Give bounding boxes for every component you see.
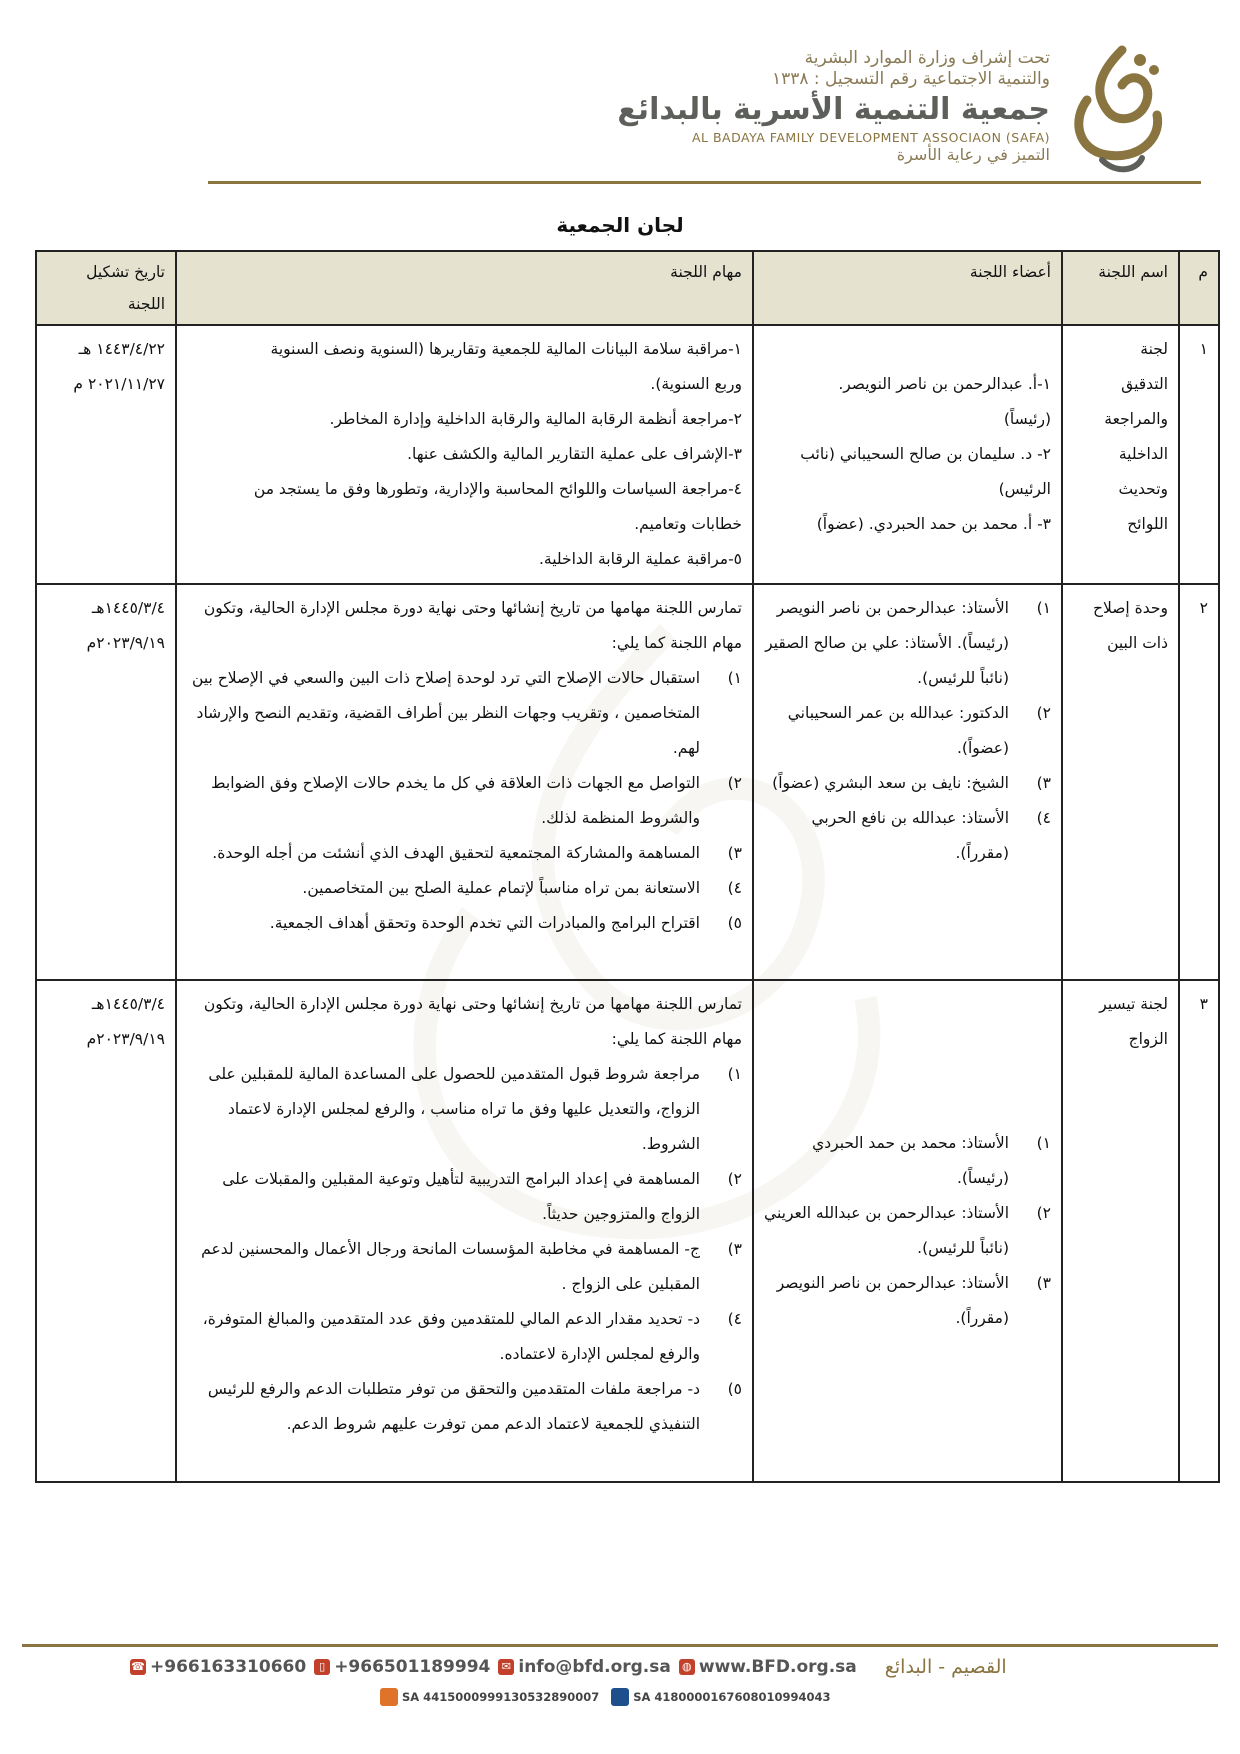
- committee-name-line: الزواج: [1128, 1030, 1168, 1048]
- committee-name-line: لجنة تيسير: [1099, 995, 1168, 1013]
- task-line: ١-مراقبة سلامة البيانات المالية للجمعية وتقاريرها (السنوية ونصف السنوية: [270, 340, 742, 358]
- item-number: ٢): [727, 774, 742, 792]
- committee-name-line: ذات البين: [1107, 634, 1168, 652]
- org-name-en: AL BADAYA FAMILY DEVELOPMENT ASSOCIAON (SAFA): [691, 130, 1050, 145]
- header-date-line2: اللجنة: [127, 295, 165, 313]
- table-row: [36, 325, 1219, 584]
- letterhead: [200, 40, 1200, 190]
- task-line: وربع السنوية).: [650, 375, 742, 393]
- footer: [130, 1652, 1130, 1706]
- item-text: د- مراجعة ملفات المتقدمين والتحقق من توفر متطلبات الدعم والرفع للرئيس التنفيذي للجمعية لاعتماد الدعم ممن توفرت عليهم شروط الدعم.: [207, 1380, 700, 1433]
- committee-tasks: [176, 980, 753, 1482]
- table-header-row: [36, 251, 1219, 325]
- committee-name: [1062, 584, 1179, 980]
- item-number: ٢): [1036, 704, 1051, 722]
- item-number: ٥): [727, 914, 742, 932]
- phone1: +966163310660: [150, 1657, 307, 1677]
- contact-line: [130, 1652, 1130, 1682]
- committee-name-line: لجنة: [1140, 340, 1168, 358]
- tasks-list: [187, 1057, 742, 1442]
- item-number: ٣): [727, 1240, 742, 1258]
- mobile-icon: ▯: [314, 1659, 330, 1675]
- item-text: التواصل مع الجهات ذات العلاقة في كل ما يخدم حالات الإصلاح وفق الضوابط والشروط المنظمة لذلك.: [211, 774, 700, 827]
- formation-date: [36, 584, 176, 980]
- tasks-intro: تمارس اللجنة مهامها من تاريخ إنشائها وحتى نهاية دورة مجلس الإدارة الحالية، وتكون مهام اللجنة كما يلي:: [203, 995, 742, 1048]
- item-text: الأستاذ: عبدالرحمن بن ناصر النويصر (مقرراً).: [776, 1274, 1009, 1327]
- iban1: SA 4415000999130532890007: [402, 1690, 600, 1704]
- date-hijri: ١٤٤٣/٤/٢٢ هـ: [78, 340, 165, 358]
- date-hijri: ١٤٤٥/٣/٤هـ: [91, 995, 165, 1013]
- committee-members: [753, 980, 1062, 1482]
- committee-name-line: الداخلية: [1118, 445, 1168, 463]
- email: info@bfd.org.sa: [518, 1657, 671, 1677]
- iban2: SA 4180000167608010994043: [633, 1690, 831, 1704]
- committee-members: [753, 584, 1062, 980]
- phone2-item[interactable]: [314, 1657, 490, 1677]
- item-text: الاستعانة بمن تراه مناسباً لإتمام عملية الصلح بين المتخاصمين.: [302, 879, 700, 897]
- committees-table: [35, 250, 1220, 1483]
- footer-divider: [22, 1644, 1218, 1647]
- item-text: استقبال حالات الإصلاح التي ترد لوحدة إصلاح ذات البين والسعي في الإصلاح بين المتخاصمين ، وتقريب وجهات النظر بين أطراف القضية، وتقديم النصح والإرشاد لهم.: [192, 669, 700, 757]
- phone-icon: ☎: [131, 1660, 145, 1673]
- page-title: لجان الجمعية: [556, 213, 684, 237]
- org-text-block: [590, 48, 1050, 165]
- row-num: ٣: [1179, 980, 1219, 1482]
- item-text: الدكتور: عبدالله بن عمر السحيباني (عضواً).: [787, 704, 1009, 757]
- committee-members: [753, 325, 1062, 584]
- committee-name-line: التدقيق: [1121, 375, 1168, 393]
- row-num: ١: [1179, 325, 1219, 584]
- item-text: الأستاذ: عبدالرحمن بن ناصر النويصر (رئيساً). الأستاذ: علي بن صالح الصقير (نائباً للرئيس).: [765, 599, 1009, 687]
- item-text: ج- المساهمة في مخاطبة المؤسسات المانحة ورجال الأعمال والمحسنين لدعم المقبلين على الزواج .: [201, 1240, 700, 1293]
- list-item: [187, 661, 742, 766]
- header-date: [36, 251, 176, 325]
- website-item[interactable]: [679, 1657, 857, 1677]
- email-item[interactable]: [498, 1657, 670, 1677]
- supervision-line: تحت إشراف وزارة الموارد البشرية: [804, 48, 1050, 68]
- committee-name: [1062, 325, 1179, 584]
- item-number: ١): [727, 1065, 742, 1083]
- task-line: ٣-الإشراف على عملية التقارير المالية والكشف عنها.: [407, 445, 742, 463]
- task-line: خطابات وتعاميم.: [634, 515, 742, 533]
- phone1-item[interactable]: [130, 1657, 306, 1677]
- bank-line: [130, 1688, 1130, 1706]
- org-slogan: التميز في رعاية الأسرة: [896, 145, 1050, 164]
- item-text: الأستاذ: محمد بن حمد الحبردي (رئيساً).: [812, 1134, 1009, 1187]
- item-text: د- تحديد مقدار الدعم المالي للمتقدمين وفق عدد المتقدمين والمبالغ المتوفرة، والرفع لمجلس الإدارة لاعتماده.: [202, 1310, 700, 1363]
- member-line: الرئيس): [998, 480, 1051, 498]
- email-icon: ✉: [498, 1659, 514, 1675]
- tasks-list: [187, 661, 742, 941]
- list-item: [187, 1162, 742, 1232]
- phone2: +966501189994: [334, 1657, 491, 1677]
- members-list: [764, 591, 1051, 871]
- committee-tasks: [176, 584, 753, 980]
- list-item: [187, 1057, 742, 1162]
- list-item: [187, 1372, 742, 1442]
- item-number: ٤): [1036, 809, 1051, 827]
- header-date-line1: تاريخ تشكيل: [86, 263, 165, 281]
- item-number: ١): [1036, 599, 1051, 617]
- list-item: [764, 1196, 1051, 1266]
- registration-line: والتنمية الاجتماعية رقم التسجيل : ١٣٣٨: [771, 69, 1050, 89]
- item-text: المساهمة والمشاركة المجتمعية لتحقيق الهدف الذي أنشئت من أجله الوحدة.: [212, 844, 700, 862]
- date-hijri: ١٤٤٥/٣/٤هـ: [91, 599, 165, 617]
- item-text: الأستاذ: عبدالرحمن بن عبدالله العريني (نائباً للرئيس).: [764, 1204, 1009, 1257]
- bank-icon: [611, 1688, 629, 1706]
- committee-name: [1062, 980, 1179, 1482]
- item-text: المساهمة في إعداد البرامج التدريبية لتأهيل وتوعية المقبلين والمقبلات على الزواج والمتزوجين حديثاً.: [222, 1170, 700, 1223]
- org-name: جمعية التنمية الأسرية بالبدائع: [617, 92, 1050, 127]
- item-number: ٢): [727, 1170, 742, 1188]
- list-item: [187, 871, 742, 906]
- committee-name-line: وتحديث: [1118, 480, 1168, 498]
- list-item: [187, 1302, 742, 1372]
- item-number: ٢): [1036, 1204, 1051, 1222]
- date-gregorian: ٢٠٢٣/٩/١٩م: [86, 634, 165, 652]
- list-item: [764, 696, 1051, 766]
- header-name: اسم اللجنة: [1062, 251, 1179, 325]
- committee-name-line: والمراجعة: [1104, 410, 1168, 428]
- list-item: [187, 906, 742, 941]
- item-text: الشيخ: نايف بن سعد البشري (عضواً): [772, 774, 1009, 792]
- list-item: [764, 801, 1051, 871]
- item-number: ٣): [1036, 774, 1051, 792]
- list-item: [187, 766, 742, 836]
- list-item: [764, 591, 1051, 696]
- table-row: [36, 980, 1219, 1482]
- safa-logo-icon: [1062, 40, 1172, 180]
- list-item: [764, 1126, 1051, 1196]
- item-number: ٣): [727, 844, 742, 862]
- item-number: ٥): [727, 1380, 742, 1398]
- task-line: ٢-مراجعة أنظمة الرقابة المالية والرقابة الداخلية وإدارة المخاطر.: [329, 410, 742, 428]
- task-line: ٤-مراجعة السياسات واللوائح المحاسبة والإدارية، وتطورها وفق ما يستجد من: [253, 480, 742, 498]
- globe-icon: ◍: [679, 1659, 695, 1675]
- header-num: م: [1179, 251, 1219, 325]
- item-number: ١): [1036, 1134, 1051, 1152]
- item-number: ٤): [727, 1310, 742, 1328]
- committee-name-line: اللوائح: [1127, 515, 1168, 533]
- header-members: أعضاء اللجنة: [753, 251, 1062, 325]
- item-number: ٣): [1036, 1274, 1051, 1292]
- formation-date: [36, 980, 176, 1482]
- member-line: (رئيساً): [1003, 410, 1051, 428]
- table-row: [36, 584, 1219, 980]
- header-tasks: مهام اللجنة: [176, 251, 753, 325]
- task-line: ٥-مراقبة عملية الرقابة الداخلية.: [538, 550, 742, 568]
- website: www.BFD.org.sa: [698, 1657, 857, 1677]
- location: القصيم - البدائع: [884, 1656, 1007, 1678]
- committee-name-line: وحدة إصلاح: [1093, 599, 1168, 617]
- item-text: الأستاذ: عبدالله بن نافع الحربي (مقرراً).: [811, 809, 1009, 862]
- list-item: [187, 1232, 742, 1302]
- date-gregorian: ٢٠٢٣/٩/١٩م: [86, 1030, 165, 1048]
- item-text: اقتراح البرامج والمبادرات التي تخدم الوحدة وتحقق أهداف الجمعية.: [269, 914, 700, 932]
- list-item: [764, 1266, 1051, 1336]
- member-line: ٣- أ. محمد بن حمد الحبردي. (عضواً): [816, 515, 1051, 533]
- member-line: ٢- د. سليمان بن صالح السحيباني (نائب: [800, 445, 1051, 463]
- date-gregorian: ٢٠٢١/١١/٢٧ م: [73, 375, 165, 393]
- bank2-item: [611, 1688, 830, 1706]
- header-divider: [208, 181, 1201, 184]
- list-item: [187, 836, 742, 871]
- formation-date: [36, 325, 176, 584]
- item-number: ٤): [727, 879, 742, 897]
- committee-tasks: [176, 325, 753, 584]
- row-num: ٢: [1179, 584, 1219, 980]
- item-text: مراجعة شروط قبول المتقدمين للحصول على المساعدة المالية للمقبلين على الزواج، والتعديل عليها وفق ما تراه مناسب ، والرفع لمجلس الإدارة لاعتماد الشروط.: [208, 1065, 700, 1153]
- member-line: ١-أ. عبدالرحمن بن ناصر النويصر.: [838, 375, 1051, 393]
- bank1-item: [380, 1688, 599, 1706]
- tasks-intro: تمارس اللجنة مهامها من تاريخ إنشائها وحتى نهاية دورة مجلس الإدارة الحالية، وتكون مهام اللجنة كما يلي:: [203, 599, 742, 652]
- bank-icon: [380, 1688, 398, 1706]
- list-item: [764, 766, 1051, 801]
- item-number: ١): [727, 669, 742, 687]
- members-list: [764, 1126, 1051, 1336]
